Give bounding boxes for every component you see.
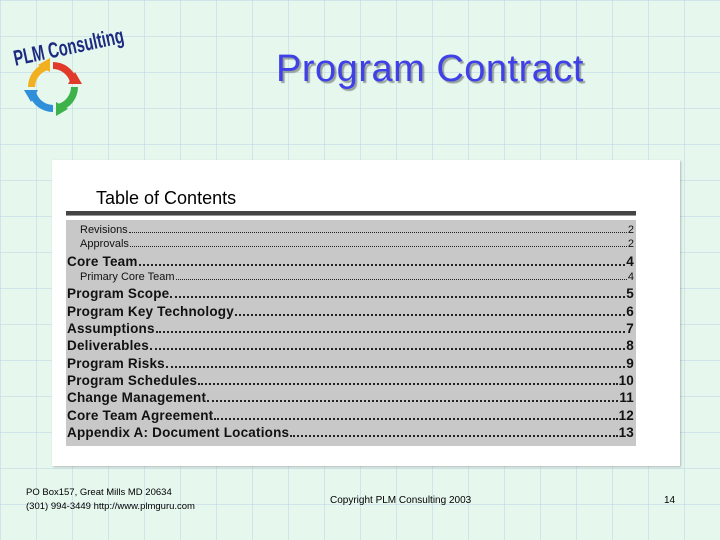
toc-divider [66,211,636,216]
svg-text:PLM Consulting: PLM Consulting [11,11,181,71]
toc-leader-dots [129,232,627,233]
toc-leader-dots [150,348,625,350]
toc-entry-page: 6 [626,304,634,319]
slide-title: Program Contract [276,48,584,90]
toc-leader-dots [214,418,617,420]
toc-entry [66,286,636,301]
toc-heading: Table of Contents [96,188,237,208]
document-image [52,160,680,466]
toc-list [66,220,636,446]
toc-entry [66,271,636,283]
toc-leader-dots [176,279,627,280]
toc-entry [66,373,636,388]
toc-entry-page: 12 [618,408,634,423]
toc-entry [66,408,636,423]
toc-entry-label: Primary Core Team [80,271,175,283]
cycle-arrows-icon [22,56,84,118]
toc-entry-page: 7 [626,321,634,336]
toc-leader-dots [170,296,625,298]
toc-entry-label: Change Management [67,390,207,405]
toc-entry [66,356,636,371]
toc-leader-dots [198,383,617,385]
toc-entry-label: Appendix A: Document Locations [67,425,290,440]
toc-entry-page: 5 [626,286,634,301]
toc-entry-page: 10 [618,373,634,388]
toc-entry-page: 8 [626,338,634,353]
toc-leader-dots [290,435,617,437]
toc-leader-dots [235,314,625,316]
toc-entry [66,224,636,236]
address-line-2: (301) 994-3449 http://www.plmguru.com [26,501,195,512]
toc-leader-dots [166,366,625,368]
toc-entry-page: 4 [626,254,634,269]
toc-entry-page: 2 [627,238,634,250]
toc-entry [66,254,636,269]
toc-entry-label: Approvals [80,238,129,250]
toc-entry [66,304,636,319]
toc-entry-label: Core Team [67,254,138,269]
toc-entry-label: Program Risks [67,356,165,371]
toc-entry-label: Program Scope [67,286,170,301]
toc-entry [66,425,636,440]
toc-entry-page: 9 [626,356,634,371]
toc-entry-label: Program Key Technology [67,304,234,319]
toc-entry-page: 13 [618,425,634,440]
toc-leader-dots [156,331,626,333]
toc-entry [66,390,636,405]
toc-leader-dots [130,246,627,247]
toc-entry [66,238,636,250]
toc-entry-label: Program Schedules [67,373,198,388]
toc-entry [66,321,636,336]
address-line-1: PO Box157, Great Mills MD 20634 [26,487,172,498]
toc-entry-label: Assumptions [67,321,155,336]
toc-entry [66,338,636,353]
toc-entry-label: Deliverables [67,338,149,353]
toc-leader-dots [139,264,626,266]
toc-entry-page: 2 [627,224,634,236]
toc-entry-page: 11 [619,390,634,405]
toc-entry-label: Core Team Agreement [67,408,214,423]
toc-entry-page: 4 [627,271,634,283]
footer-address [26,486,195,514]
footer-copyright: Copyright PLM Consulting 2003 [330,495,472,506]
slide-page-number: 14 [664,495,676,506]
toc-entry-label: Revisions [80,224,128,236]
toc-leader-dots [207,400,618,402]
